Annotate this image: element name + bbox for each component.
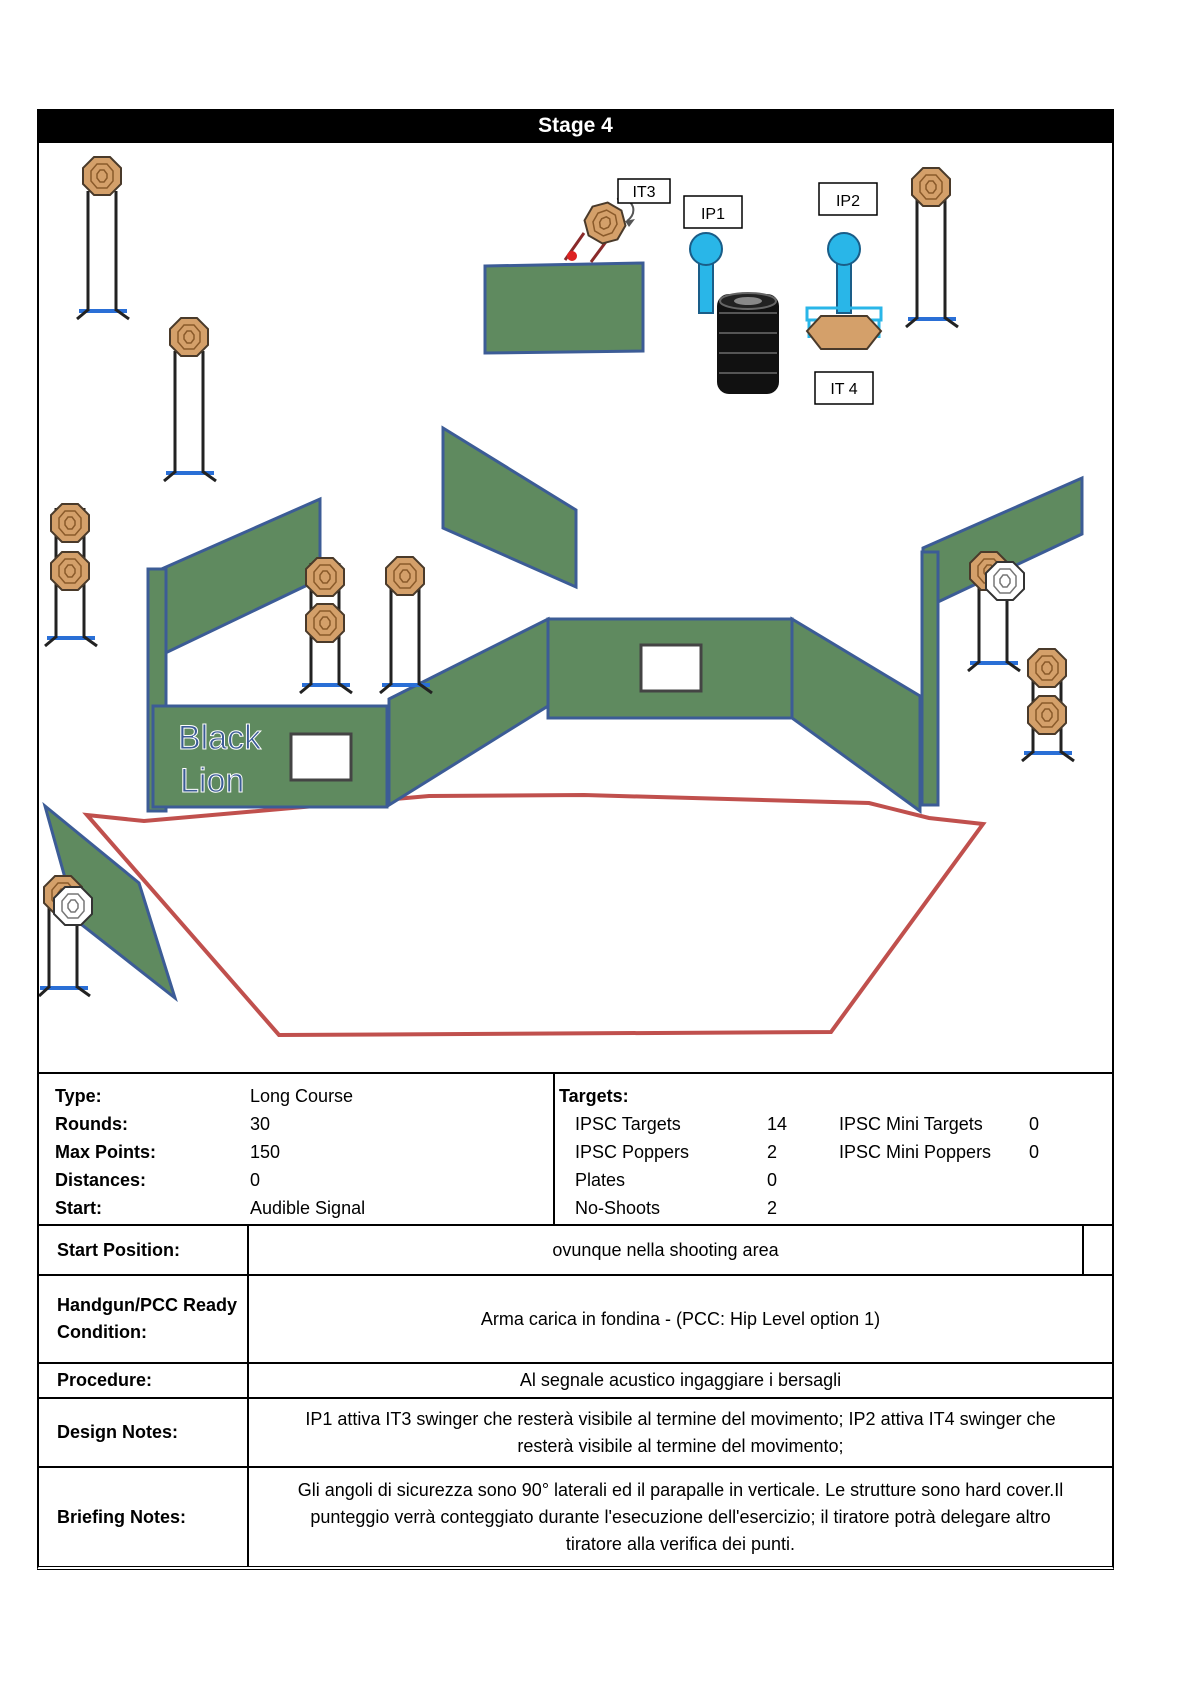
- procedure-row: [37, 1362, 1114, 1399]
- ready-condition-label-line2: Condition:: [57, 1322, 147, 1342]
- ip2-popper: [828, 233, 860, 313]
- design-notes-line1: IP1 attiva IT3 swinger che resterà visibile al termine del movimento; IP2 attiva IT4 swinger che: [305, 1408, 1056, 1429]
- rounds-label: Rounds:: [55, 1114, 128, 1134]
- procedure-label: Procedure:: [39, 1364, 249, 1397]
- distances-value: 0: [250, 1170, 261, 1190]
- design-notes-value: [249, 1399, 1112, 1466]
- plates-value: 0: [767, 1170, 778, 1190]
- ipsc-targets-value: 14: [767, 1114, 788, 1134]
- design-notes-row: [37, 1397, 1114, 1468]
- briefing-notes-value: [249, 1468, 1112, 1566]
- it3-swinger-target: [565, 197, 635, 262]
- briefing-notes-line1: Gli angoli di sicurezza sono 90° laterali ed il parapalle in verticale. Le strutture sono hard cover.Il: [297, 1479, 1064, 1500]
- ip1-label-box: [684, 196, 742, 228]
- it3-label: IT3: [632, 184, 656, 201]
- wall-right-post: [922, 552, 938, 805]
- briefing-notes-label: Briefing Notes:: [39, 1468, 249, 1566]
- wall-front-left-angled: [389, 619, 548, 805]
- mini-targets-label: IPSC Mini Targets: [839, 1114, 983, 1134]
- it3-label-box: [618, 179, 670, 203]
- distances-label: Distances:: [55, 1170, 147, 1190]
- ready-condition-label: [39, 1276, 249, 1362]
- stage-diagram-svg: [39, 143, 1116, 1072]
- rounds-value: 30: [250, 1114, 271, 1134]
- target-stand-right-double: [1022, 649, 1074, 761]
- window-center: [641, 645, 701, 691]
- barricade-back: [485, 263, 643, 353]
- target-stand-mid-left: [164, 318, 216, 481]
- ipsc-poppers-label: IPSC Poppers: [575, 1142, 690, 1162]
- target-stand-center-left-double: [300, 558, 352, 693]
- no-shoots-label: No-Shoots: [575, 1198, 661, 1218]
- wall-back-left: [157, 499, 320, 657]
- briefing-notes-line2: punteggio verrà conteggiato durante l'esecuzione dell'esercizio; il tiratore potrà delegare altro: [310, 1506, 1051, 1527]
- briefing-notes-line3: tiratore alla verifica dei punti.: [565, 1533, 796, 1554]
- ipsc-poppers-value: 2: [767, 1142, 778, 1162]
- briefing-notes-row: [37, 1466, 1114, 1570]
- ip2-label: IP2: [835, 193, 861, 210]
- ip2-label-box: [819, 183, 877, 215]
- mini-poppers-value: 0: [1029, 1142, 1040, 1162]
- it4-label: IT 4: [830, 381, 858, 398]
- wall-text-lion: Lion: [180, 762, 245, 800]
- stage-info-table: [37, 1072, 1114, 1226]
- plates-label: Plates: [575, 1170, 626, 1190]
- wall-front-right-angled: [792, 619, 920, 811]
- no-shoots-value: 2: [767, 1198, 778, 1218]
- info-divider: [553, 1074, 555, 1226]
- target-stand-top-right: [906, 168, 958, 327]
- design-notes-line2: resterà visibile al termine del movimento;: [517, 1435, 844, 1456]
- type-value: Long Course: [250, 1086, 354, 1106]
- ready-condition-value: Arma carica in fondina - (PCC: Hip Level option 1): [480, 1308, 881, 1329]
- tire-stack: [717, 293, 779, 394]
- max-points-label: Max Points:: [55, 1142, 157, 1162]
- stage-title: Stage 4: [37, 109, 1114, 143]
- target-stand-bottom-left-with-no-shoot: [39, 876, 92, 996]
- it4-swinger-target: [807, 308, 881, 349]
- wall-text-black: Black: [178, 719, 262, 757]
- procedure-value: Al segnale acustico ingaggiare i bersagli: [519, 1370, 842, 1390]
- targets-label: Targets:: [559, 1086, 629, 1106]
- max-points-value: 150: [250, 1142, 281, 1162]
- mini-poppers-label: IPSC Mini Poppers: [839, 1142, 992, 1162]
- start-position-row: [37, 1224, 1114, 1276]
- design-notes-label: Design Notes:: [39, 1399, 249, 1466]
- stage-diagram: [37, 143, 1114, 1072]
- it4-label-box: [815, 372, 873, 404]
- target-stand-center: [380, 557, 432, 693]
- shooting-area-fault-line: [87, 795, 983, 1035]
- start-position-value: ovunque nella shooting area: [249, 1226, 1084, 1274]
- start-position-label: Start Position:: [39, 1226, 249, 1274]
- window-left: [291, 734, 351, 780]
- target-stand-top-left: [77, 157, 129, 319]
- type-label: Type:: [55, 1086, 102, 1106]
- target-stand-right-with-no-shoot: [968, 552, 1024, 671]
- start-label: Start:: [55, 1198, 103, 1218]
- target-stand-left-double: [45, 504, 97, 646]
- ipsc-targets-label: IPSC Targets: [575, 1114, 681, 1134]
- ready-condition-row: [37, 1274, 1114, 1364]
- start-value: Audible Signal: [250, 1198, 366, 1218]
- wall-back-center: [443, 428, 576, 587]
- ip1-label: IP1: [700, 206, 726, 223]
- ip1-popper: [690, 233, 722, 313]
- ready-condition-label-line1: Handgun/PCC Ready: [57, 1295, 238, 1315]
- mini-targets-value: 0: [1029, 1114, 1040, 1134]
- stage-sheet: [37, 109, 1114, 1578]
